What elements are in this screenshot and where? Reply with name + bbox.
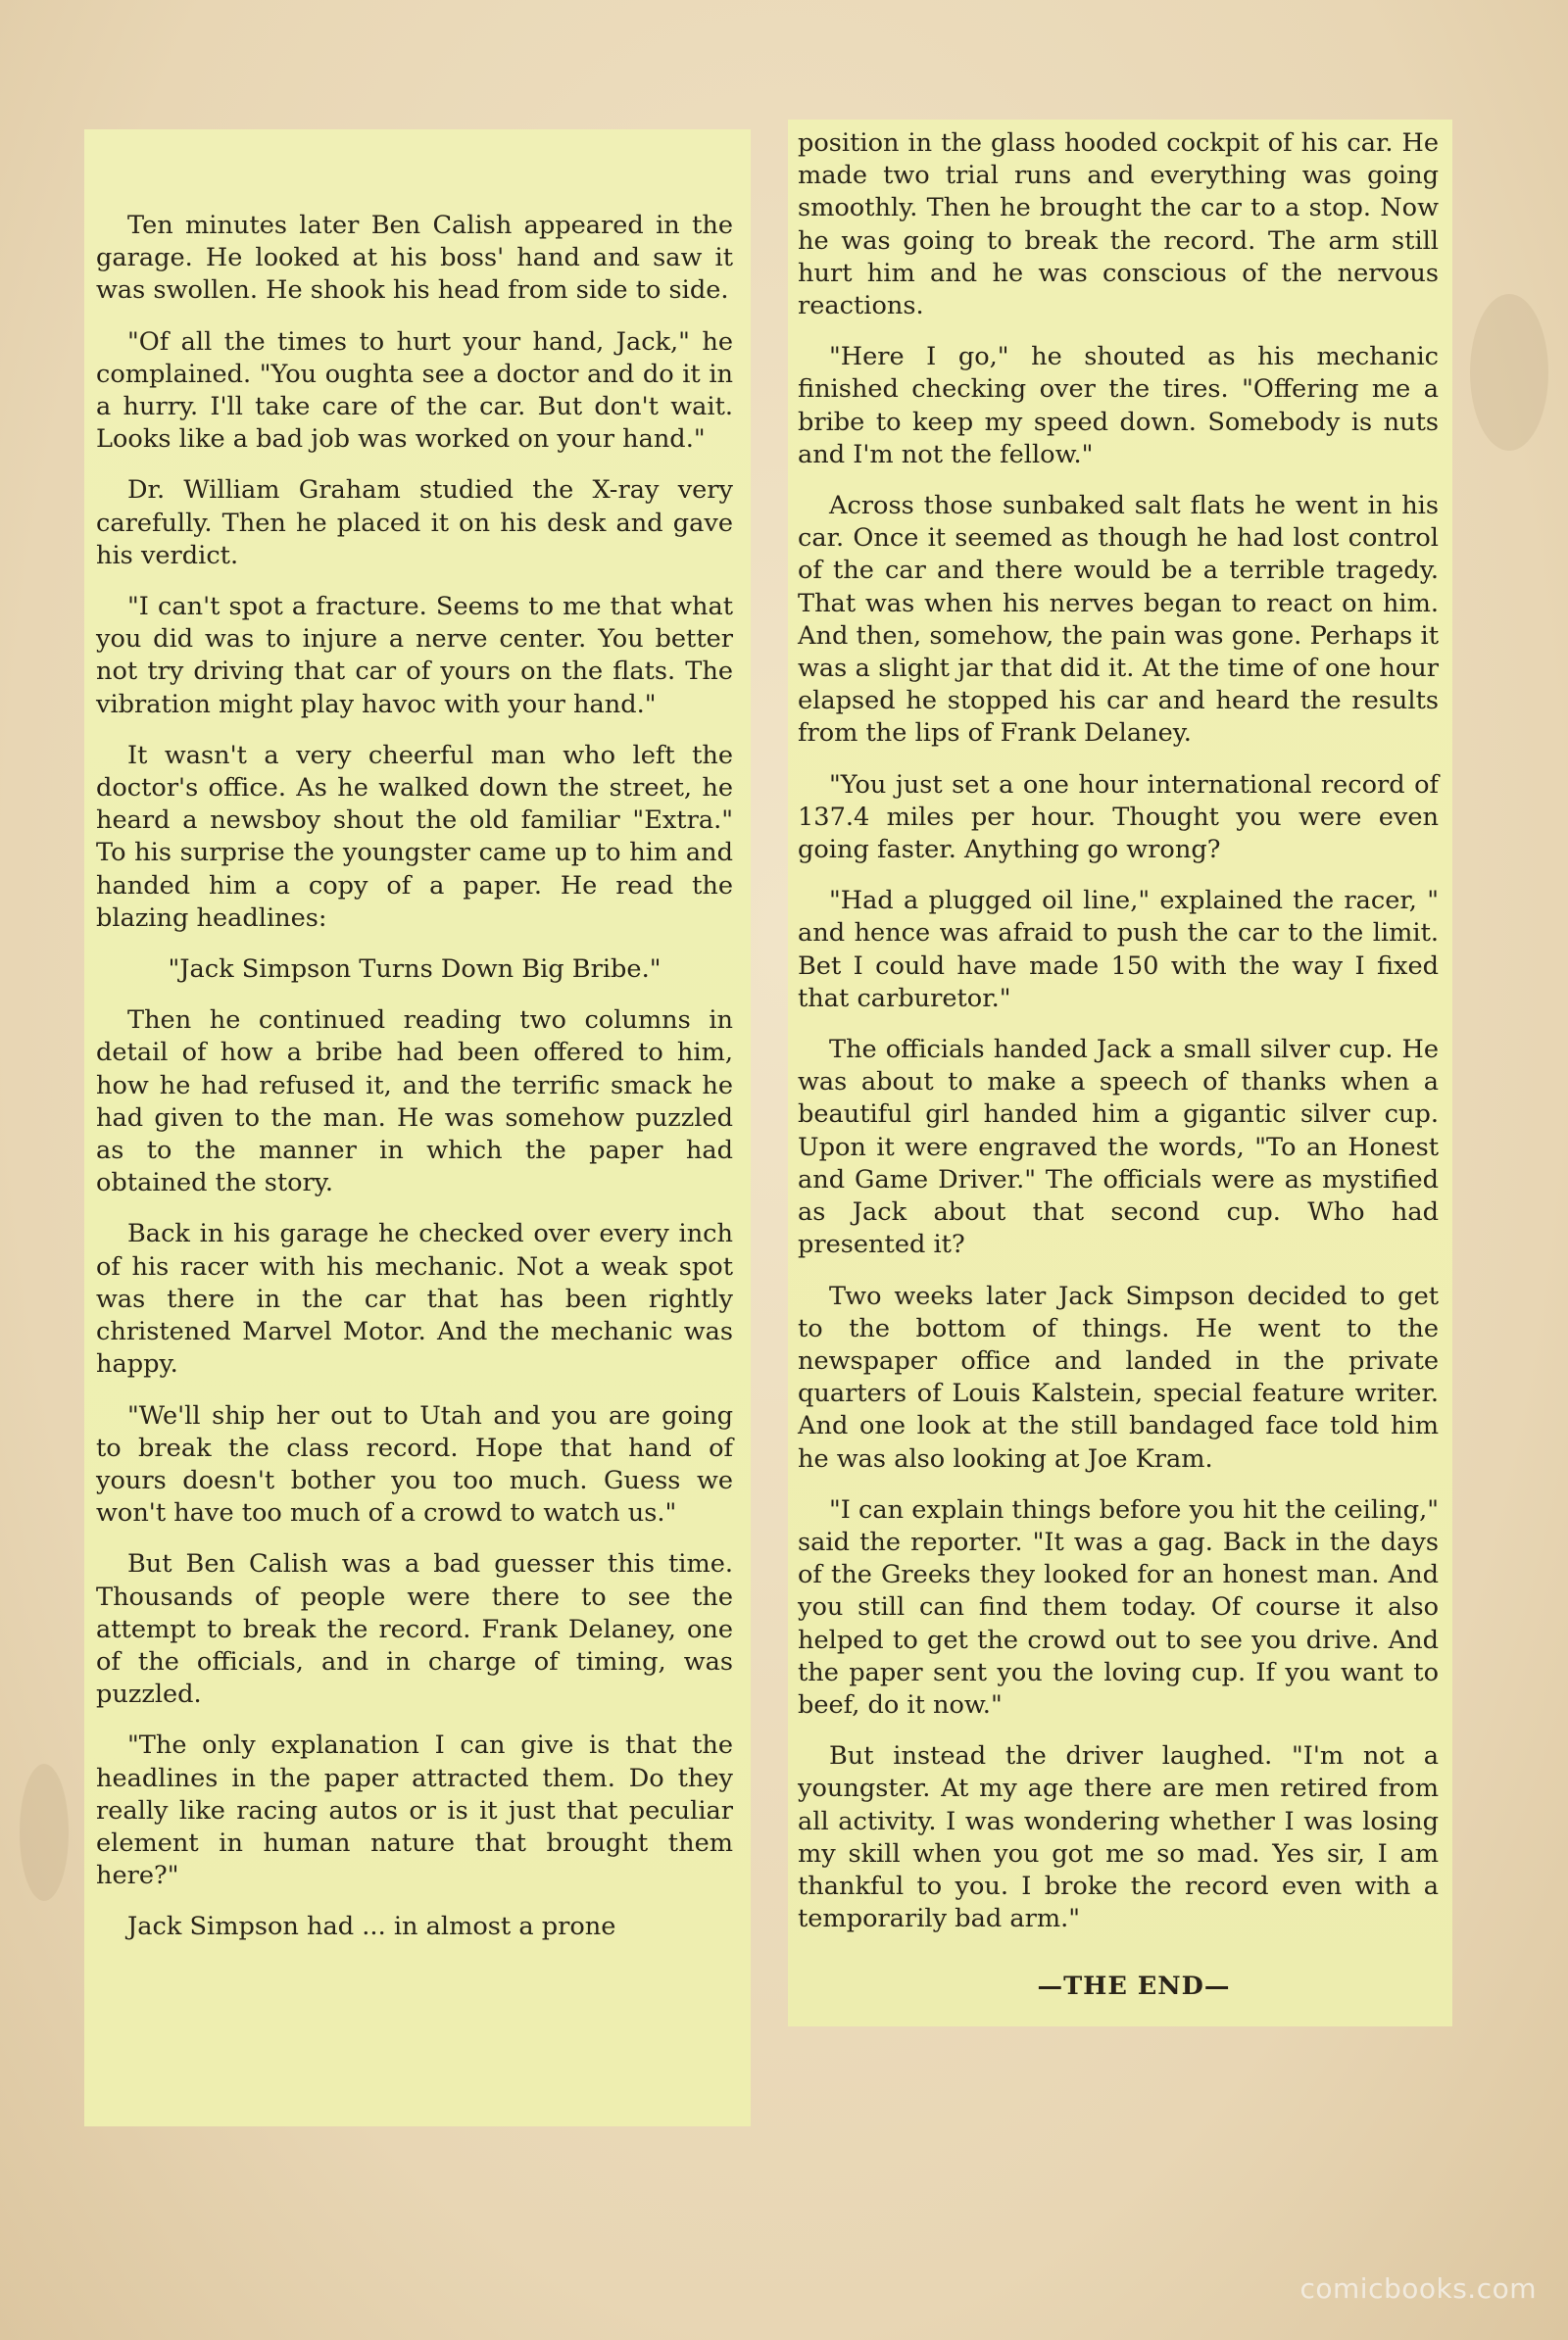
- paragraph: "Of all the times to hurt your hand, Jack," he complained. "You oughta see a doctor and do it in a hurry. I'll take care of the car. But don't wait. Looks like a bad job was worked on your hand.": [96, 326, 733, 455]
- paragraph: "You just set a one hour international record of 137.4 miles per hour. Thought you were even going faster. Anything go wrong?: [798, 769, 1439, 865]
- paragraph: But instead the driver laughed. "I'm not a youngster. At my age there are men retired from all activity. I was wondering whether I was losing my skill when you got me so mad. Yes sir, I am thankful to you. I broke the record even with a temporarily bad arm.": [798, 1741, 1439, 1934]
- paragraph: "I can't spot a fracture. Seems to me that what you did was to injure a nerve center. You better not try driving that car of yours on the flats. The vibration might play havoc with your hand.": [96, 592, 733, 719]
- site-watermark: comicbooks.com: [1299, 2272, 1537, 2305]
- paragraph: Ten minutes later Ben Calish appeared in the garage. He looked at his boss' hand and saw it was swollen. He shook his head from side to side.: [96, 211, 733, 306]
- paragraph: Two weeks later Jack Simpson decided to get to the bottom of things. He went to the newspaper office and landed in the private quarters of Louis Kalstein, special feature writer. And one look at the still bandaged face told him he was also looking at Joe Kram.: [798, 1281, 1439, 1474]
- paragraph: Dr. William Graham studied the X-ray very carefully. Then he placed it on his desk and gave his verdict.: [96, 475, 733, 570]
- paragraph: "We'll ship her out to Utah and you are going to break the class record. Hope that hand of yours doesn't bother you too much. Guess we won't have too much of a crowd to watch us.": [96, 1400, 733, 1529]
- paragraph: It wasn't a very cheerful man who left the doctor's office. As he walked down the street, he heard a newsboy shout the old familiar "Extra." To his surprise the youngster came up to him and handed him a copy of a paper. He read the blazing headlines:: [96, 740, 733, 933]
- paragraph: The officials handed Jack a small silver cup. He was about to make a speech of thanks when a beautiful girl handed him a gigantic silver cup. Upon it were engraved the words, "To an Honest and Game Driver." The officials were as mystified as Jack about that second cup. Who had presented it?: [798, 1035, 1439, 1260]
- the-end-mark: —THE END—: [1037, 1972, 1231, 2002]
- headline-quote: "Jack Simpson Turns Down Big Bribe.": [168, 954, 662, 985]
- paragraph: "The only explanation I can give is that the headlines in the paper attracted them. Do they really like racing autos or is it just that peculiar element in human nature that brought them here?": [96, 1731, 733, 1891]
- paragraph: "I can explain things before you hit the ceiling," said the reporter. "It was a gag. Back in the days of the Greeks they looked for an honest man. And you still can find them today. Of course it also helped to get the crowd out to see you drive. And the paper sent you the loving cup. If you want to beef, do it now.": [798, 1494, 1439, 1720]
- paragraph: "Here I go," he shouted as his mechanic finished checking over the tires. "Offering me a bribe to keep my speed down. Somebody is nuts and I'm not the fellow.": [798, 342, 1439, 469]
- right-text-column: [788, 120, 1452, 2026]
- paragraph: position in the glass hooded cockpit of his car. He made two trial runs and everything was going smoothly. Then he brought the car to a stop. Now he was going to break the record. The arm still hurt him and he was conscious of the nervous reactions.: [798, 128, 1439, 321]
- paragraph: But Ben Calish was a bad guesser this time. Thousands of people were there to see the attempt to break the record. Frank Delaney, one of the officials, and in charge of timing, was puzzled.: [96, 1549, 733, 1710]
- paragraph: Across those sunbaked salt flats he went in his car. Once it seemed as though he had lost control of the car and there would be a terrible tragedy. That was when his nerves began to react on him. And then, somehow, the pain was gone. Perhaps it was a slight jar that did it. At the time of one hour elapsed he stopped his car and heard the results from the lips of Frank Delaney.: [798, 491, 1439, 749]
- paragraph: Back in his garage he checked over every inch of his racer with his mechanic. Not a weak spot was there in the car that has been rightly christened Marvel Motor. And the mechanic was happy.: [96, 1219, 733, 1380]
- left-text-column: [84, 129, 751, 2126]
- paragraph: Jack Simpson had ... in almost a prone: [127, 1912, 616, 1942]
- paragraph: "Had a plugged oil line," explained the racer, " and hence was afraid to push the car to the limit. Bet I could have made 150 with the way I fixed that carburetor.": [798, 886, 1439, 1013]
- paper-stain: [20, 1764, 69, 1901]
- paper-stain: [1470, 294, 1548, 451]
- paragraph: Then he continued reading two columns in detail of how a bribe had been offered to him, how he had refused it, and the terrific smack he had given to the man. He was somehow puzzled as to the manner in which the paper had obtained the story.: [96, 1005, 733, 1198]
